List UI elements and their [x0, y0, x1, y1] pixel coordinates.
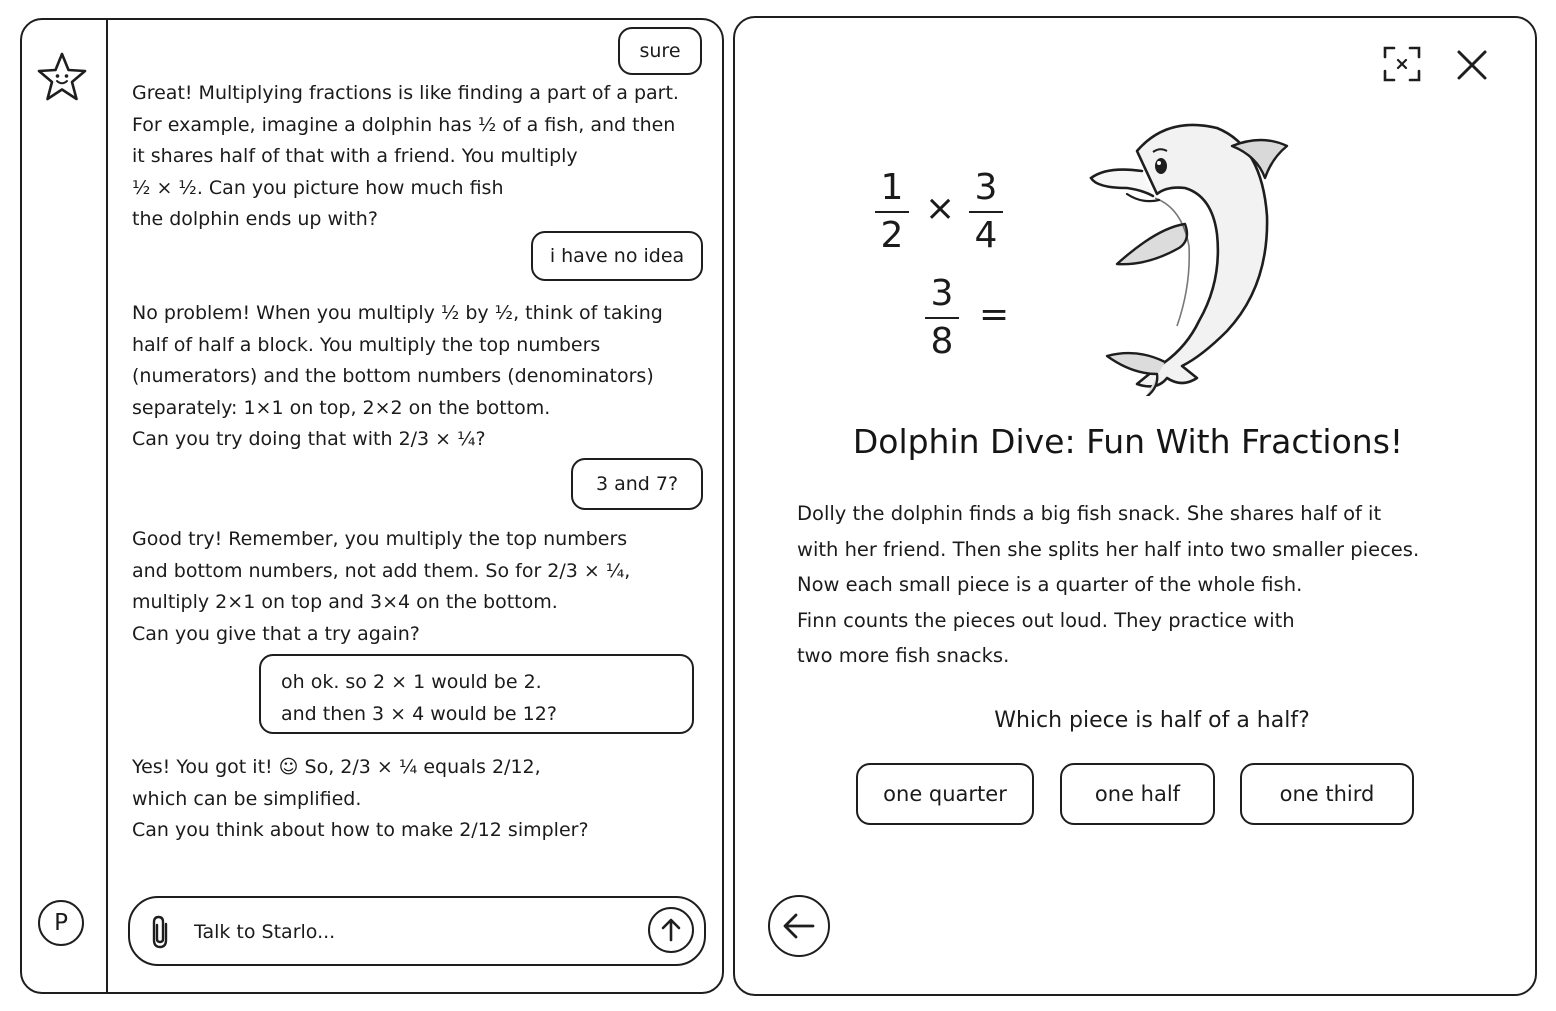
arrow-left-icon	[781, 911, 817, 941]
close-button[interactable]	[1453, 46, 1491, 84]
back-button[interactable]	[768, 895, 830, 957]
sidebar-divider	[106, 18, 108, 994]
story-text: Dolly the dolphin finds a big fish snack. She shares half of it with her friend. Then she splits her half into two smaller pieces. Now each small piece is a quarter of the whole fish. Finn counts the pieces out loud. They practice with two more fish snacks.	[797, 502, 1420, 667]
dolphin-illustration	[1087, 116, 1297, 396]
arrow-up-icon	[657, 916, 685, 944]
fraction-one-half: 1 2	[875, 168, 909, 256]
send-button[interactable]	[648, 907, 694, 953]
fraction-equation	[875, 168, 1035, 368]
fullscreen-icon	[1382, 45, 1422, 83]
lesson-panel	[733, 16, 1537, 996]
starfish-icon[interactable]	[32, 48, 92, 108]
chat-input[interactable]	[192, 912, 616, 952]
equals-sign: =	[979, 294, 1010, 335]
assistant-message: Good try! Remember, you multiply the top numbers and bottom numbers, not add them. So for 2/3 × ¼, multiply 2×1 on top and 3×4 on the bottom. Can you give that a try again?	[132, 528, 631, 645]
fullscreen-button[interactable]	[1381, 44, 1423, 84]
fraction-three-eighths: 3 8	[925, 274, 959, 362]
message-composer	[128, 896, 706, 966]
lesson-title: Dolphin Dive: Fun With Fractions!	[852, 422, 1404, 461]
fraction-three-quarters: 3 4	[969, 168, 1003, 256]
user-message: 3 and 7?	[571, 458, 703, 510]
user-message: sure	[618, 27, 702, 75]
quiz-question: Which piece is half of a half?	[994, 708, 1310, 733]
choice-one-quarter[interactable]: one quarter	[856, 763, 1034, 825]
multiply-sign: ×	[925, 188, 956, 229]
profile-initial: P	[54, 910, 68, 936]
user-message: oh ok. so 2 × 1 would be 2. and then 3 × 4 would be 12?	[259, 654, 694, 734]
paperclip-icon[interactable]	[146, 914, 176, 950]
chat-panel	[20, 18, 724, 994]
choice-one-half[interactable]: one half	[1060, 763, 1215, 825]
choice-one-third[interactable]: one third	[1240, 763, 1414, 825]
assistant-message: Yes! You got it! ☺ So, 2/3 × ¼ equals 2/12, which can be simplified. Can you think about how to make 2/12 simpler?	[132, 756, 589, 841]
close-icon	[1455, 48, 1489, 82]
assistant-message: Great! Multiplying fractions is like finding a part of a part. For example, imagine a dolphin has ½ of a fish, and then it shares half of that with a friend. You multiply ½ × ½. Can you picture how much fish the dolphin ends up with?	[132, 82, 679, 230]
assistant-message: No problem! When you multiply ½ by ½, think of taking half of half a block. You multiply the top numbers (numerators) and the bottom numbers (denominators) separately: 1×1 on top, 2×2 on the bottom. Can you try doing that with 2/3 × ¼?	[132, 302, 663, 450]
profile-button[interactable]	[38, 900, 84, 946]
user-message: i have no idea	[531, 231, 703, 281]
